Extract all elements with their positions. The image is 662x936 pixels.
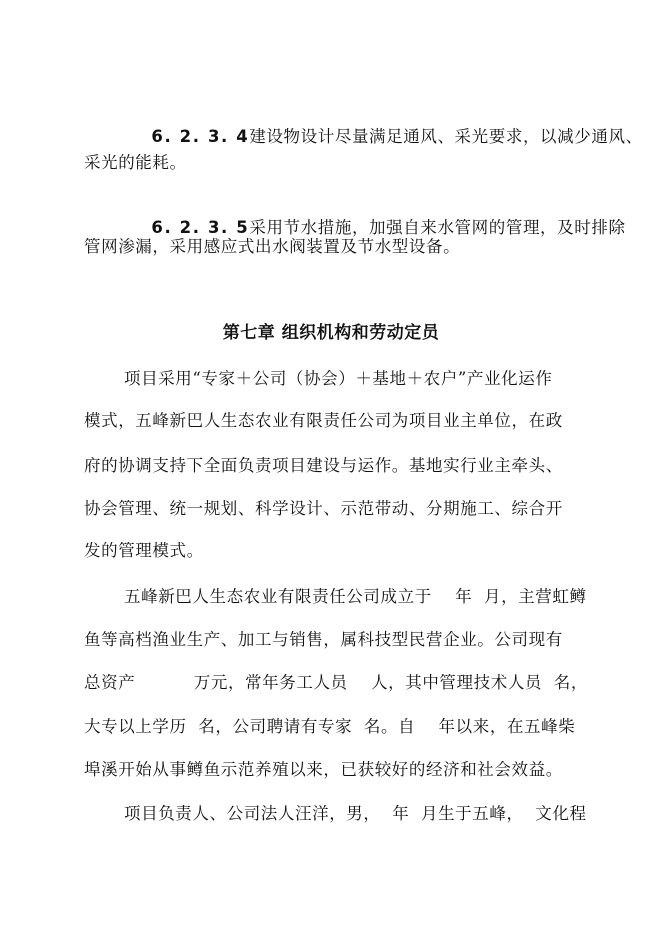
section-6-2-3-4-line-2: 采光的能耗。 [84,153,187,172]
paragraph-1-line-5: 发的管理模式。 [84,541,204,560]
section-text: 采用节水措施，加强自来水管网的管理，及时排除 [249,218,626,237]
paragraph-2-line-1: 五峰新巴人生态农业有限责任公司成立于 年 月，主营虹鳟 [124,587,587,606]
paragraph-2-line-5: 埠溪开始从事鳟鱼示范养殖以来，已获较好的经济和社会效益。 [84,760,563,779]
paragraph-1-line-4: 协会管理、统一规划、科学设计、示范带动、分期施工、综合开 [84,499,563,518]
section-number: 6. 2. 3. 5 [151,218,250,237]
chapter-title: 第七章 组织机构和劳动定员 [222,323,440,343]
section-text: 建设物设计尽量满足通风、采光要求，以减少通风、 [249,127,643,146]
paragraph-2-line-2: 鱼等高档渔业生产、加工与销售，属科技型民营企业。公司现有 [84,630,563,649]
section-6-2-3-4-line-1 [128,107,643,167]
paragraph-2-line-3: 总资产 万元，常年务工人员 人，其中管理技术人员 名， [84,673,588,692]
section-6-2-3-5-line-2: 管网渗漏，采用感应式出水阀装置及节水型设备。 [84,237,461,256]
paragraph-1-line-1: 项目采用“专家＋公司（协会）＋基地＋农户”产业化运作 [124,369,553,388]
paragraph-2-line-4: 大专以上学历 名，公司聘请有专家 名。自 年以来，在五峰柴 [84,717,576,736]
paragraph-1-line-2: 模式，五峰新巴人生态农业有限责任公司为项目业主单位，在政 [84,411,563,430]
section-number: 6. 2. 3. 4 [151,127,250,146]
paragraph-3-line-1: 项目负责人、公司法人汪洋，男， 年 月生于五峰， 文化程 [124,804,587,823]
paragraph-1-line-3: 府的协调支持下全面负责项目建设与运作。基地实行业主牵头、 [84,456,563,475]
